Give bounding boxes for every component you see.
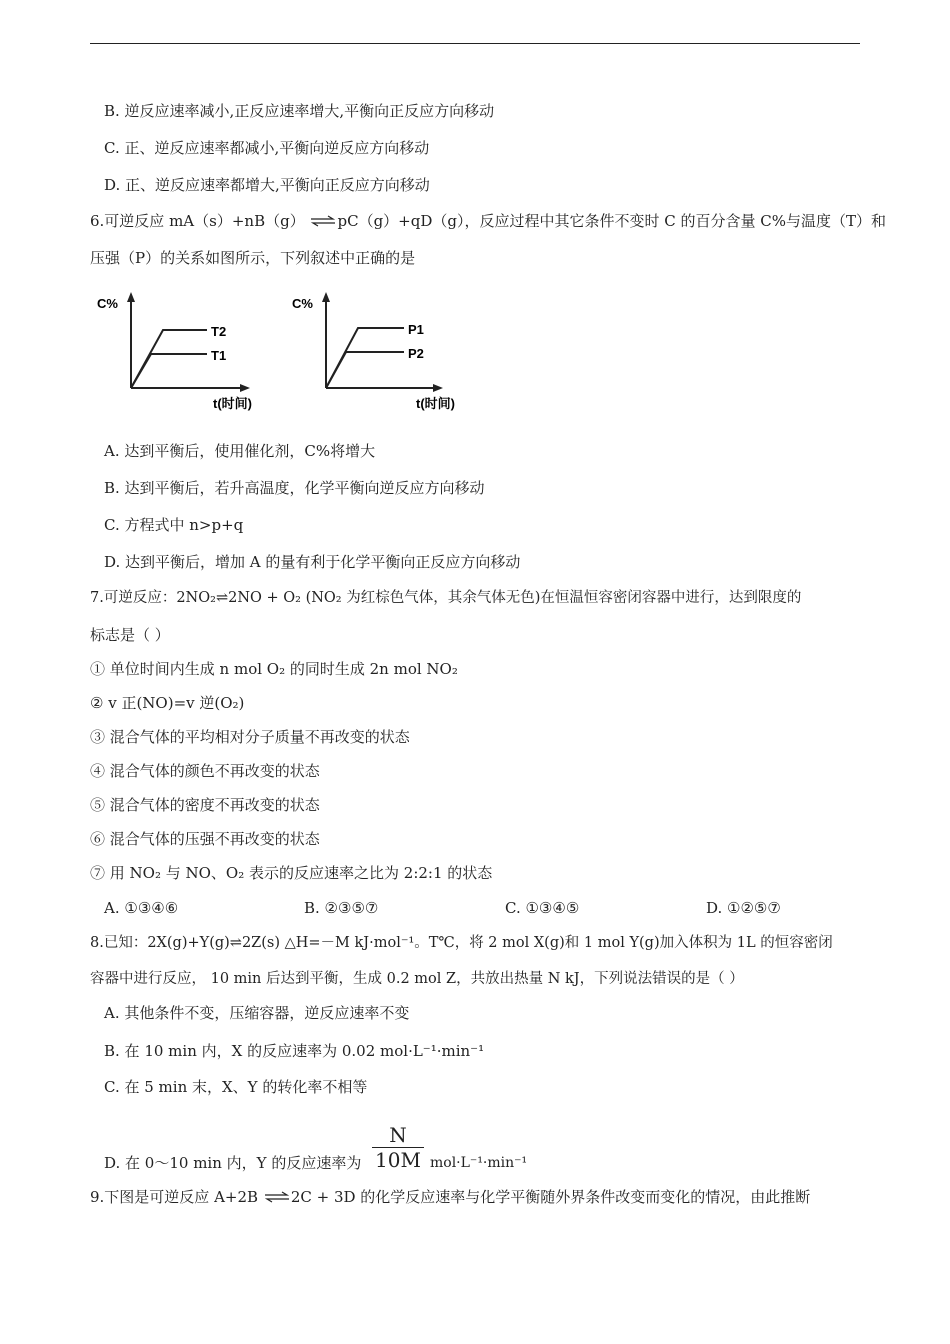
q8-option-d-prefix: D. 在 0～10 min 内，Y 的反应速率为 — [104, 1154, 362, 1172]
q6-option-a: A. 达到平衡后，使用催化剂，C%将增大 — [104, 442, 376, 460]
q6-option-b: B. 达到平衡后，若升高温度，化学平衡向逆反应方向移动 — [104, 479, 485, 497]
header-rule — [90, 43, 860, 44]
q6-graph-temperature — [95, 290, 265, 420]
fraction-n-over-10m — [372, 1124, 424, 1171]
q7-item-7: ⑦ 用 NO₂ 与 NO、O₂ 表示的反应速率之比为 2:2:1 的状态 — [90, 864, 493, 882]
q8-stem-line1: 8.已知：2X(g)+Y(g)⇌2Z(s) △H=－M kJ·mol⁻¹。T℃，将 2 mol X(g)和 1 mol Y(g)加入体积为 1L 的恒容密闭 — [90, 935, 833, 951]
q6-option-c: C. 方程式中 n>p+q — [104, 516, 244, 534]
q7-item-5: ⑤ 混合气体的密度不再改变的状态 — [90, 796, 320, 814]
q8-option-d-unit: mol·L⁻¹·min⁻¹ — [430, 1155, 528, 1171]
q7-item-1: ① 单位时间内生成 n mol O₂ 的同时生成 2n mol NO₂ — [90, 660, 458, 678]
q6-graph-pressure — [290, 290, 470, 420]
graph2-xlabel: t(时间) — [416, 396, 455, 411]
q7-choice-c: C. ①③④⑤ — [505, 899, 580, 917]
equilibrium-arrow-icon — [309, 212, 337, 232]
q7-stem-line2: 标志是（ ） — [90, 626, 170, 644]
graph2-lower-label: P2 — [408, 346, 424, 361]
q9-stem-part2: 2C + 3D 的化学反应速率与化学平衡随外界条件改变而变化的情况，由此推断 — [290, 1188, 811, 1206]
graph1-upper-label: T2 — [211, 324, 227, 339]
q8-option-b: B. 在 10 min 内，X 的反应速率为 0.02 mol·L⁻¹·min⁻¹ — [104, 1042, 485, 1060]
q8-stem-line2: 容器中进行反应， 10 min 后达到平衡，生成 0.2 mol Z，共放出热量 N kJ，下列说法错误的是（ ） — [90, 971, 744, 987]
q7-choice-a: A. ①③④⑥ — [104, 899, 179, 917]
q7-item-3: ③ 混合气体的平均相对分子质量不再改变的状态 — [90, 728, 410, 746]
q6-stem-line2: 压强（P）的关系如图所示，下列叙述中正确的是 — [90, 249, 416, 267]
q5-option-d: D. 正、逆反应速率都增大,平衡向正反应方向移动 — [104, 176, 430, 194]
q6-stem-part2: pC（g）+qD（g），反应过程中其它条件不变时 C 的百分含量 C%与温度（T）和 — [337, 212, 886, 230]
q7-item-6: ⑥ 混合气体的压强不再改变的状态 — [90, 830, 320, 848]
fraction-denominator: 10M — [375, 1148, 421, 1172]
graph1-xlabel: t(时间) — [213, 396, 252, 411]
q7-stem-line1: 7.可逆反应：2NO₂⇌2NO + O₂ (NO₂ 为红棕色气体，其余气体无色)在恒温恒容密闭容器中进行，达到限度的 — [90, 590, 802, 606]
q7-item-2: ② v 正(NO)=v 逆(O₂) — [90, 694, 245, 712]
q9-stem — [90, 1187, 810, 1208]
q5-option-b: B. 逆反应速率减小,正反应速率增大,平衡向正反应方向移动 — [104, 102, 495, 120]
equilibrium-arrow-icon — [263, 1188, 291, 1208]
graph1-ylabel: C% — [97, 296, 118, 311]
q6-option-d: D. 达到平衡后，增加 A 的量有利于化学平衡向正反应方向移动 — [104, 553, 521, 571]
graph1-lower-label: T1 — [211, 348, 227, 363]
q9-stem-part1: 9.下图是可逆反应 A+2B — [90, 1188, 259, 1206]
q5-option-c: C. 正、逆反应速率都减小,平衡向逆反应方向移动 — [104, 139, 430, 157]
fraction-numerator: N — [389, 1123, 407, 1147]
q8-option-a: A. 其他条件不变，压缩容器，逆反应速率不变 — [104, 1004, 410, 1022]
q7-choice-d: D. ①②⑤⑦ — [706, 899, 781, 917]
graph2-upper-label: P1 — [408, 322, 424, 337]
graph2-ylabel: C% — [292, 296, 313, 311]
q8-option-c: C. 在 5 min 末，X、Y 的转化率不相等 — [104, 1078, 368, 1096]
q6-stem-part1: 6.可逆反应 mA（s）+nB（g） — [90, 212, 305, 230]
q6-stem-line1 — [90, 211, 886, 232]
q7-choice-b: B. ②③⑤⑦ — [304, 899, 379, 917]
q7-item-4: ④ 混合气体的颜色不再改变的状态 — [90, 762, 320, 780]
